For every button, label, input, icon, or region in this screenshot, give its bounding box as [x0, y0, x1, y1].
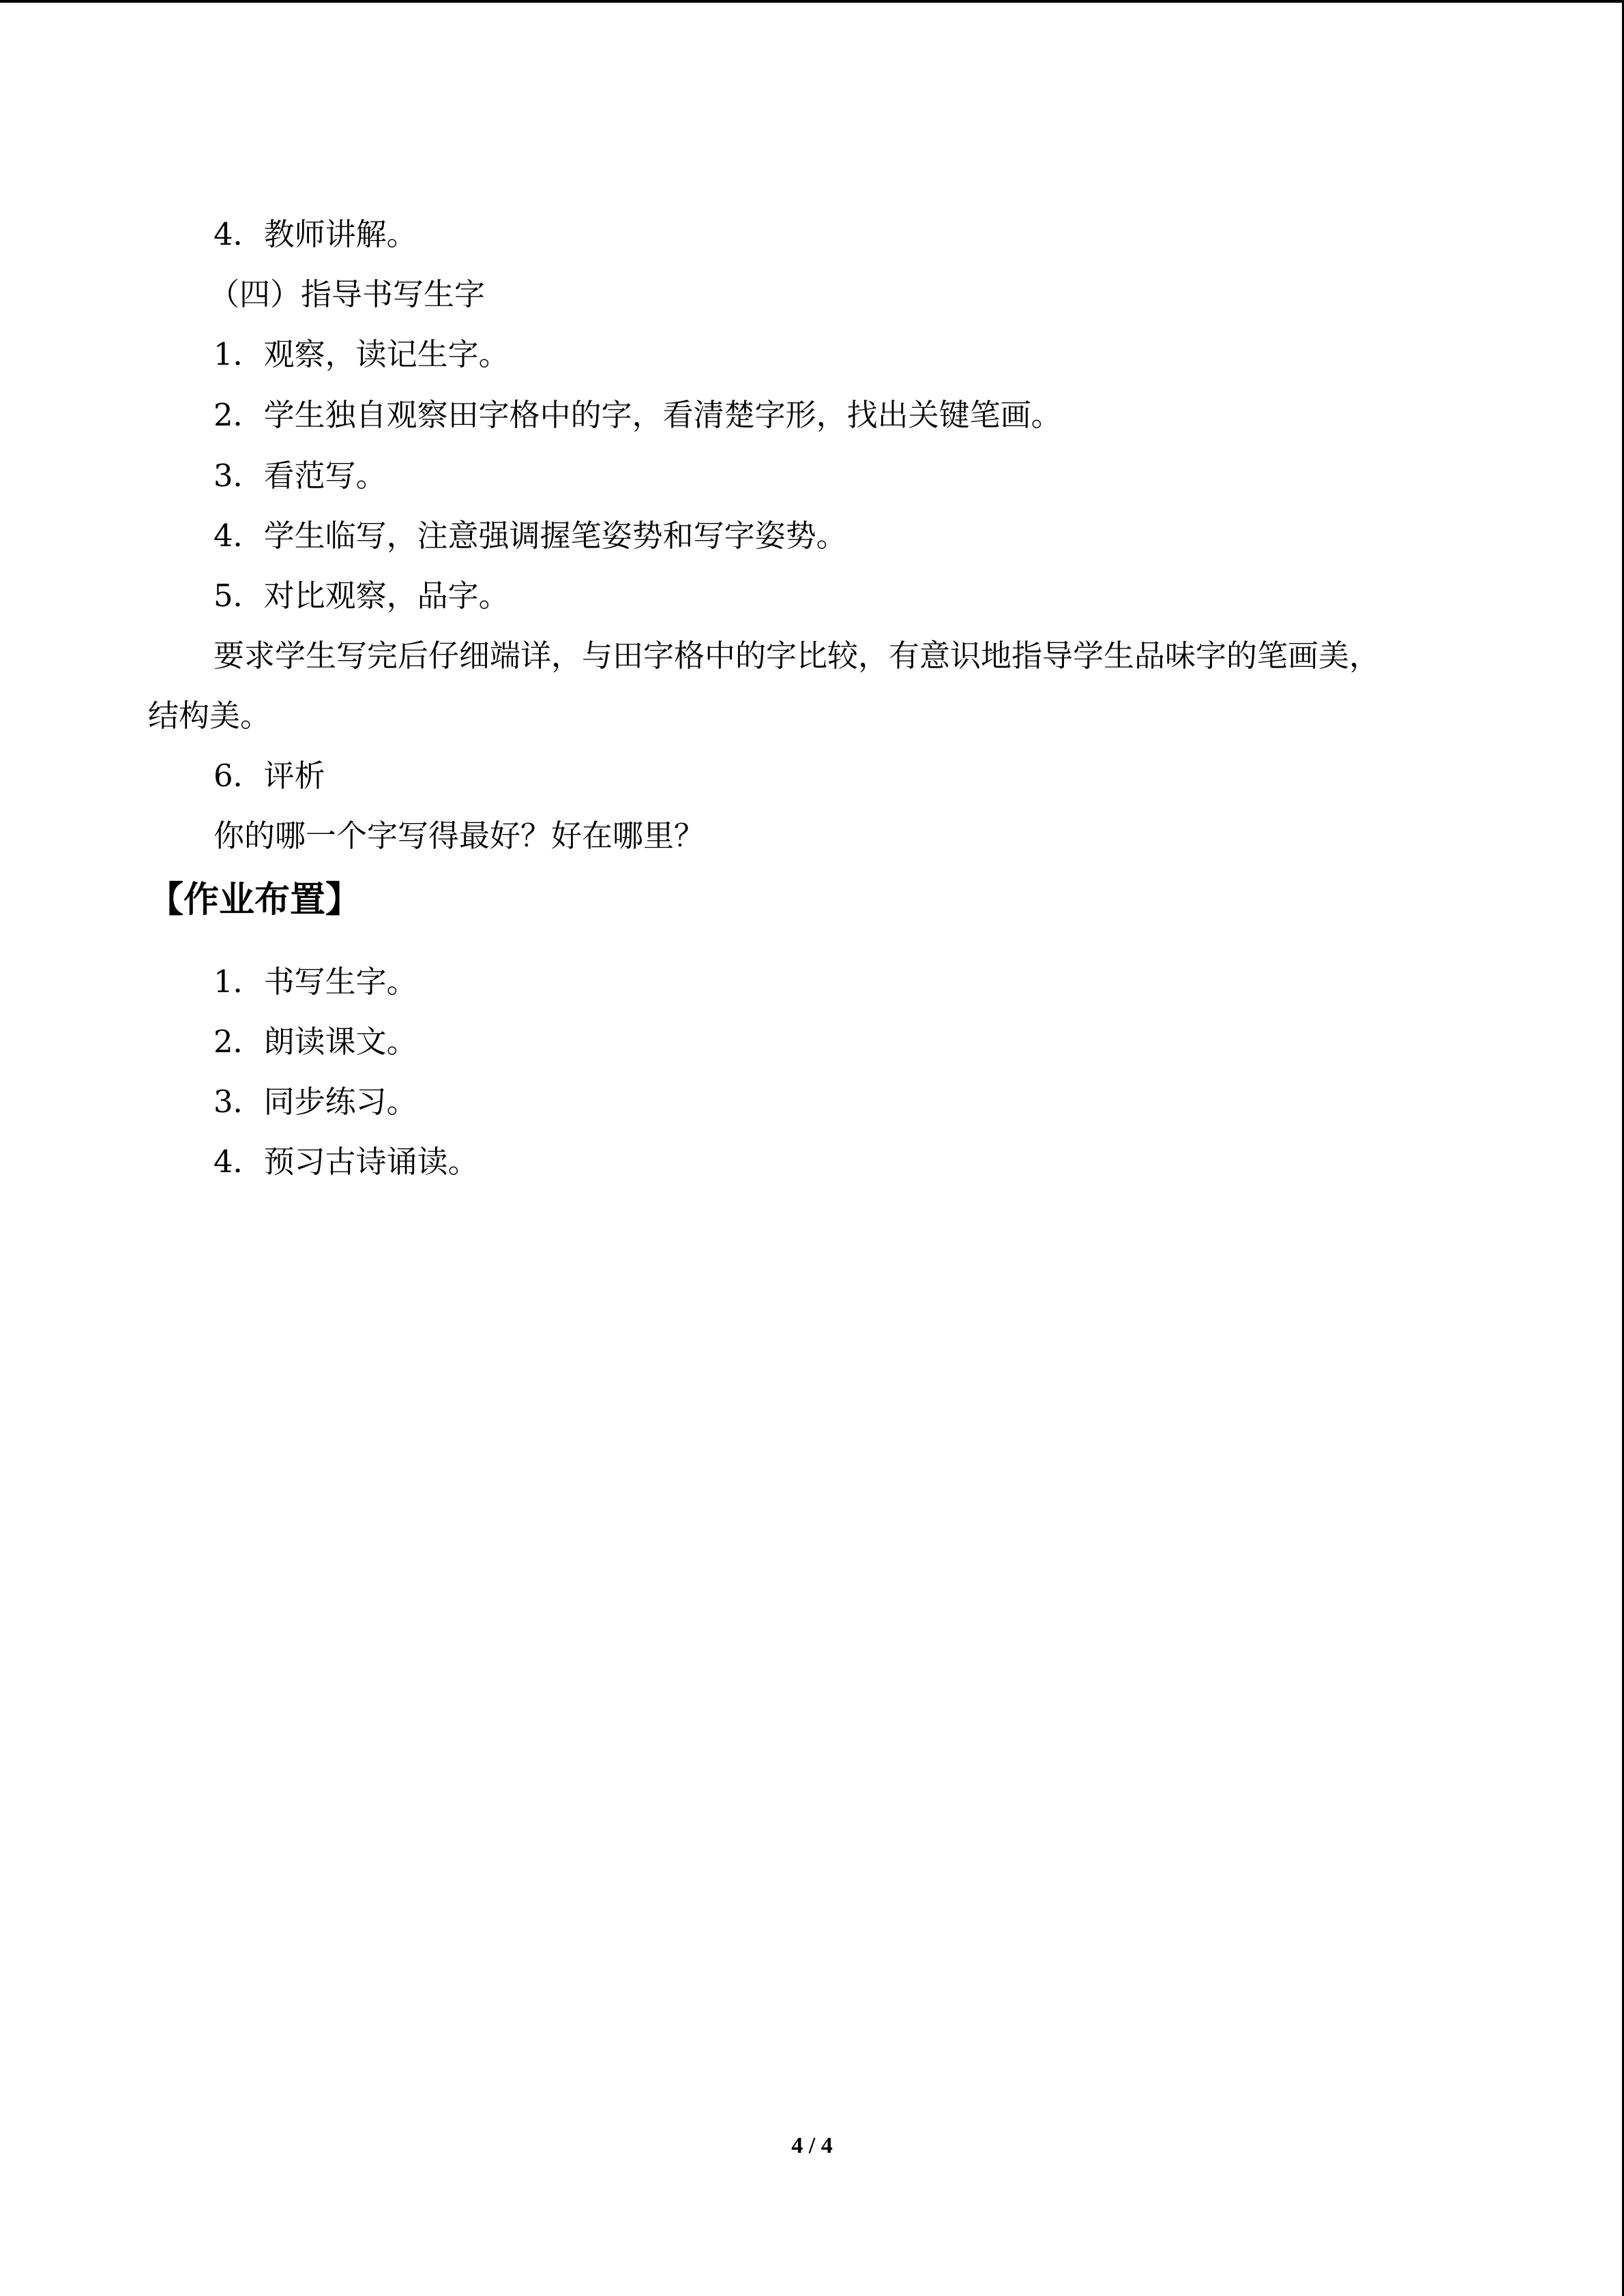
- homework-item-2: 2．朗读课文。: [213, 1024, 417, 1060]
- top-border-line: [0, 0, 1624, 3]
- step-6-title: 6．评析: [213, 758, 325, 794]
- homework-item-4: 4．预习古诗诵读。: [213, 1144, 479, 1180]
- homework-heading: 【作业布置】: [148, 880, 361, 921]
- writing-step-4: 4．学生临写，注意强调握笔姿势和写字姿势。: [213, 518, 847, 554]
- homework-item-1: 1．书写生字。: [213, 964, 417, 1000]
- requirement-paragraph-line-2: 结构美。: [148, 698, 271, 734]
- homework-item-3: 3．同步练习。: [213, 1084, 417, 1120]
- page-number: 4 / 4: [791, 2133, 833, 2158]
- step-teacher-explains: 4．教师讲解。: [213, 216, 417, 252]
- section-four-title: （四）指导书写生字: [209, 276, 486, 312]
- writing-step-2: 2．学生独自观察田字格中的字，看清楚字形，找出关键笔画。: [213, 397, 1062, 433]
- writing-step-3: 3．看范写。: [213, 458, 387, 494]
- requirement-paragraph-line-1: 要求学生写完后仔细端详，与田字格中的字比较，有意识地指导学生品味字的笔画美，: [213, 638, 1381, 674]
- step-6-question: 你的哪一个字写得最好？好在哪里？: [213, 818, 705, 854]
- writing-step-5: 5．对比观察，品字。: [213, 578, 510, 614]
- writing-step-1: 1．观察，读记生字。: [213, 336, 510, 372]
